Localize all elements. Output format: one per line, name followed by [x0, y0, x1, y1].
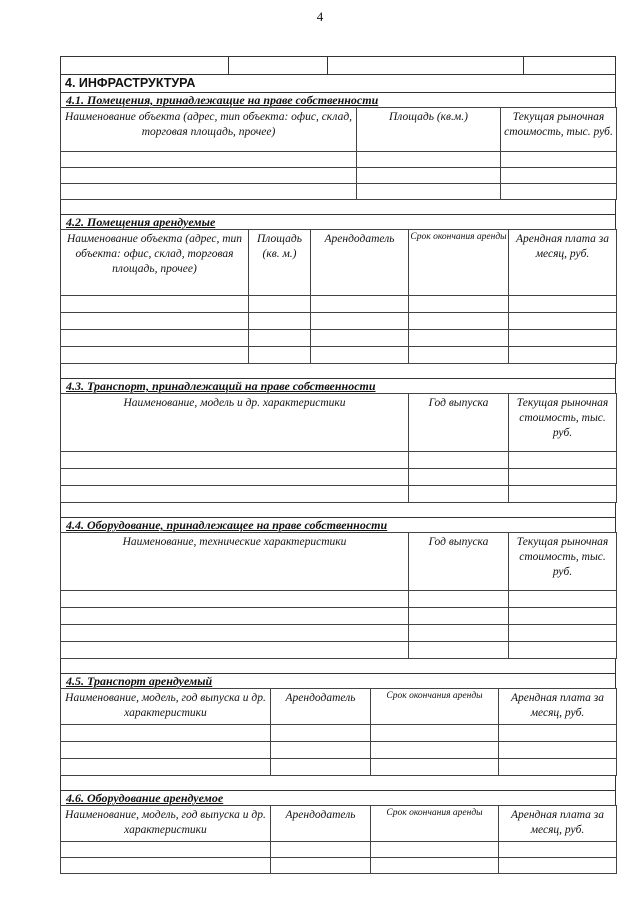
empty-cell[interactable] — [311, 313, 409, 330]
empty-cell[interactable] — [409, 469, 509, 486]
empty-cell[interactable] — [249, 347, 311, 364]
table-4-3 — [60, 393, 617, 503]
empty-cell[interactable] — [509, 330, 617, 347]
empty-cell[interactable] — [61, 330, 249, 347]
section-heading — [60, 74, 616, 92]
empty-cell[interactable] — [271, 759, 371, 776]
empty-cell[interactable] — [61, 184, 357, 200]
empty-cell[interactable] — [61, 625, 409, 642]
empty-cell[interactable] — [371, 759, 499, 776]
col-header-equipment: Наименование, технические характеристики — [61, 533, 409, 591]
empty-cell[interactable] — [61, 608, 409, 625]
col-header-lease-end: Срок окончания аренды — [371, 806, 499, 842]
empty-cell[interactable] — [61, 591, 409, 608]
empty-cell[interactable] — [371, 842, 499, 858]
empty-cell[interactable] — [501, 168, 617, 184]
empty-cell[interactable] — [249, 313, 311, 330]
infrastructure-heading: 4. ИНФРАСТРУКТУРА — [65, 76, 196, 90]
col-header-rent: Арендная плата за месяц, руб. — [499, 689, 617, 725]
empty-cell[interactable] — [509, 591, 617, 608]
col-header-area: Площадь (кв.м.) — [357, 108, 501, 152]
empty-cell[interactable] — [409, 330, 509, 347]
col-header-market-value: Текущая рыночная стоимость, тыс. руб. — [509, 394, 617, 452]
empty-cell[interactable] — [509, 486, 617, 503]
table-4-5 — [60, 688, 617, 776]
empty-cell[interactable] — [409, 452, 509, 469]
col-header-lessor: Арендодатель — [311, 230, 409, 296]
section-4-5-title-row — [60, 673, 616, 688]
empty-cell[interactable] — [501, 152, 617, 168]
col-header-area: Площадь (кв. м.) — [249, 230, 311, 296]
col-header-lessor: Арендодатель — [271, 806, 371, 842]
section-gap — [60, 659, 616, 673]
section-4-3-title: 4.3. Транспорт, принадлежащий на праве собственности — [66, 379, 376, 393]
empty-cell[interactable] — [409, 313, 509, 330]
section-4-1-title: 4.1. Помещения, принадлежащие на праве собственности — [66, 93, 379, 107]
col-header-object: Наименование объекта (адрес, тип объекта: офис, склад, торговая площадь, прочее) — [61, 108, 357, 152]
empty-cell[interactable] — [509, 642, 617, 659]
table-4-4 — [60, 532, 617, 659]
empty-cell[interactable] — [509, 347, 617, 364]
empty-cell[interactable] — [61, 296, 249, 313]
empty-cell[interactable] — [499, 858, 617, 874]
empty-cell[interactable] — [509, 625, 617, 642]
section-gap — [60, 200, 616, 214]
empty-cell[interactable] — [61, 742, 271, 759]
empty-cell[interactable] — [509, 296, 617, 313]
section-gap — [60, 503, 616, 517]
section-4-4-title-row — [60, 517, 616, 532]
col-header-vehicle: Наименование, модель и др. характеристики — [61, 394, 409, 452]
previous-table-strip — [60, 56, 616, 74]
section-gap — [60, 364, 616, 378]
empty-cell[interactable] — [499, 742, 617, 759]
section-4-2-title-row — [60, 214, 616, 229]
empty-cell[interactable] — [61, 486, 409, 503]
empty-cell[interactable] — [409, 608, 509, 625]
empty-cell[interactable] — [311, 296, 409, 313]
empty-cell[interactable] — [271, 742, 371, 759]
empty-cell[interactable] — [371, 858, 499, 874]
empty-cell[interactable] — [61, 347, 249, 364]
strip-divider — [523, 57, 524, 74]
empty-cell[interactable] — [501, 184, 617, 200]
strip-divider — [228, 57, 229, 74]
empty-cell[interactable] — [61, 725, 271, 742]
empty-cell[interactable] — [357, 152, 501, 168]
empty-cell[interactable] — [409, 591, 509, 608]
empty-cell[interactable] — [409, 296, 509, 313]
table-4-6 — [60, 805, 617, 874]
empty-cell[interactable] — [249, 330, 311, 347]
section-4-4-title: 4.4. Оборудование, принадлежащее на праве собственности — [66, 518, 388, 532]
empty-cell[interactable] — [271, 842, 371, 858]
page-number: 4 — [316, 9, 324, 24]
form-sheet — [60, 56, 616, 874]
table-4-1 — [60, 107, 617, 200]
empty-cell[interactable] — [357, 184, 501, 200]
table-4-2 — [60, 229, 617, 364]
empty-cell[interactable] — [371, 742, 499, 759]
empty-cell[interactable] — [311, 330, 409, 347]
empty-cell[interactable] — [61, 759, 271, 776]
section-4-6-title-row — [60, 790, 616, 805]
col-header-equipment: Наименование, модель, год выпуска и др. характеристики — [61, 806, 271, 842]
section-gap — [60, 776, 616, 790]
col-header-year: Год выпуска — [409, 533, 509, 591]
col-header-vehicle: Наименование, модель, год выпуска и др. характеристики — [61, 689, 271, 725]
empty-cell[interactable] — [509, 608, 617, 625]
empty-cell[interactable] — [249, 296, 311, 313]
col-header-rent: Арендная плата за месяц, руб. — [499, 806, 617, 842]
empty-cell[interactable] — [409, 347, 509, 364]
empty-cell[interactable] — [61, 469, 409, 486]
col-header-lease-end: Срок окончания аренды — [409, 230, 509, 296]
empty-cell[interactable] — [61, 313, 249, 330]
empty-cell[interactable] — [499, 759, 617, 776]
empty-cell[interactable] — [271, 725, 371, 742]
section-4-5-title: 4.5. Транспорт арендуемый — [66, 674, 213, 688]
empty-cell[interactable] — [271, 858, 371, 874]
empty-cell[interactable] — [509, 469, 617, 486]
empty-cell[interactable] — [499, 842, 617, 858]
section-4-1-title-row — [60, 92, 616, 107]
col-header-lessor: Арендодатель — [271, 689, 371, 725]
col-header-object: Наименование объекта (адрес, тип объекта: офис, склад, торговая площадь, прочее) — [61, 230, 249, 296]
section-4-6-title: 4.6. Оборудование арендуемое — [66, 791, 224, 805]
strip-divider — [327, 57, 328, 74]
col-header-market-value: Текущая рыночная стоимость, тыс. руб. — [501, 108, 617, 152]
empty-cell[interactable] — [61, 642, 409, 659]
empty-cell[interactable] — [409, 642, 509, 659]
section-4-2-title: 4.2. Помещения арендуемые — [66, 215, 216, 229]
empty-cell[interactable] — [61, 152, 357, 168]
col-header-lease-end: Срок окончания аренды — [371, 689, 499, 725]
empty-cell[interactable] — [409, 625, 509, 642]
empty-cell[interactable] — [61, 452, 409, 469]
empty-cell[interactable] — [61, 858, 271, 874]
col-header-market-value: Текущая рыночная стоимость, тыс. руб. — [509, 533, 617, 591]
empty-cell[interactable] — [61, 168, 357, 184]
empty-cell[interactable] — [371, 725, 499, 742]
col-header-rent: Арендная плата за месяц, руб. — [509, 230, 617, 296]
section-4-3-title-row — [60, 378, 616, 393]
empty-cell[interactable] — [509, 452, 617, 469]
empty-cell[interactable] — [409, 486, 509, 503]
empty-cell[interactable] — [61, 842, 271, 858]
col-header-year: Год выпуска — [409, 394, 509, 452]
empty-cell[interactable] — [311, 347, 409, 364]
empty-cell[interactable] — [357, 168, 501, 184]
empty-cell[interactable] — [499, 725, 617, 742]
empty-cell[interactable] — [509, 313, 617, 330]
